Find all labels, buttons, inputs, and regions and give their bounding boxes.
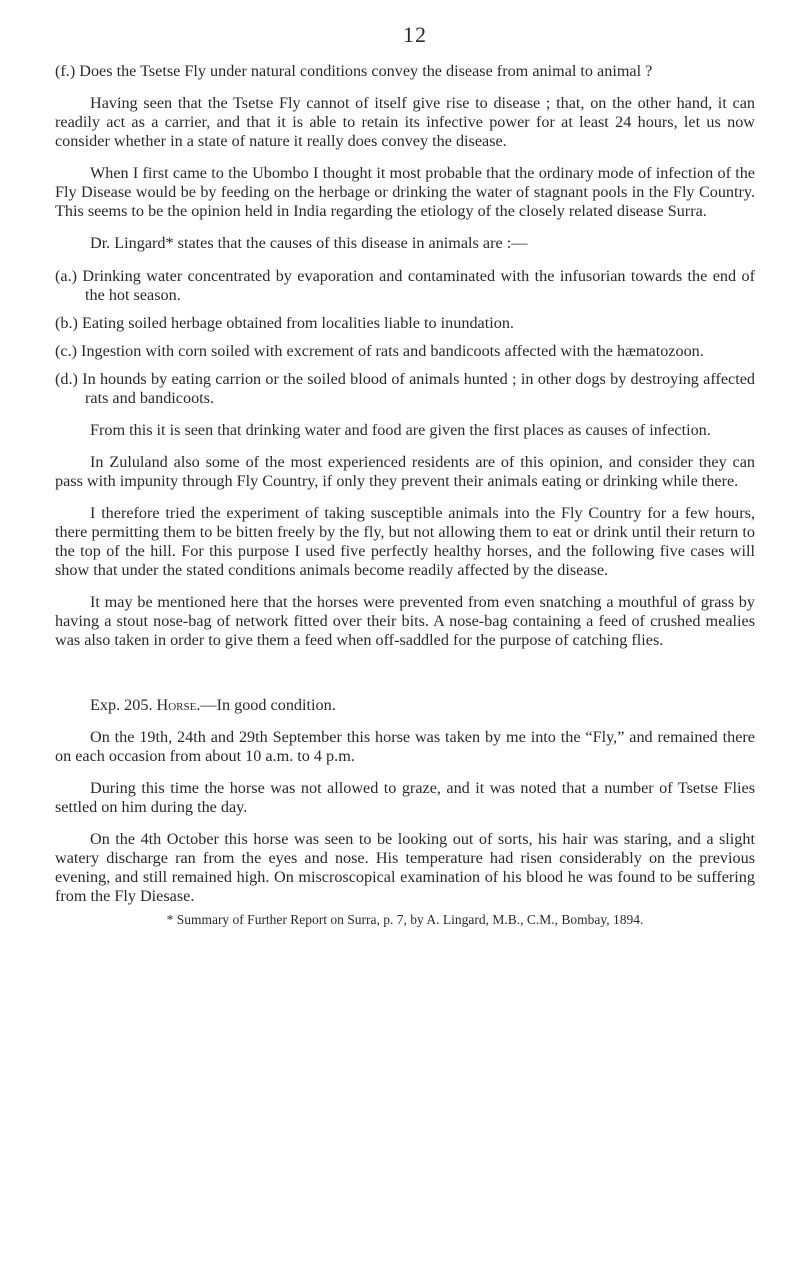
footnote: * Summary of Further Report on Surra, p. 7, by A. Lingard, M.B., C.M., Bombay, 1894. [166,912,644,927]
paragraph: When I first came to the Ubombo I thought it most probable that the ordinary mode of infection of the Fly Disease would be by feeding on the herbage or drinking the water of stagnant pools in the Fly Country. This seems to be the opinion held in India regarding the etiology of the closely related disease Surra. [55,164,755,220]
paragraph: On the 4th October this horse was seen to be looking out of sorts, his hair was staring, and a slight watery discharge ran from the eyes and nose. His temperature had risen considerably on the previous evening, and still remained high. On miscroscopical examination of his blood he was found to be suffering from the Fly Diesase. [55,830,755,905]
list-item: (d.) In hounds by eating carrion or the soiled blood of animals hunted ; in other dogs by destroying affected rats and bandicoots. [55,370,755,407]
causes-list [55,267,755,408]
paragraph: In Zululand also some of the most experienced residents are of this opinion, and consider they can pass with impunity through Fly Country, if only they prevent their animals eating or drinking while there. [55,453,755,490]
page-number: 12 [403,22,427,47]
paragraph: I therefore tried the experiment of taking susceptible animals into the Fly Country for a few hours, there permitting them to be bitten freely by the fly, but not allowing them to eat or drink until their return to the top of the hill. For this purpose I used five perfectly healthy horses, and the following five cases will show that under the stated conditions animals become readily affected by the disease. [55,504,755,579]
experiment-subject: Horse [156,696,197,714]
paragraph: On the 19th, 24th and 29th September this horse was taken by me into the “Fly,” and remained there on each occasion from about 10 a.m. to 4 p.m. [55,728,755,765]
document-page [55,22,755,928]
paragraph: It may be mentioned here that the horses were prevented from even snatching a mouthful of grass by having a stout nose-bag of network fitted over their bits. A nose-bag containing a feed of crushed mealies was also taken in order to give them a feed when off-saddled for the purpose of catching flies. [55,593,755,649]
experiment-heading [55,696,755,715]
section-question: (f.) Does the Tsetse Fly under natural conditions convey the disease from animal to animal ? [55,62,653,80]
experiment-condition: .—In good condition. [196,696,336,714]
experiment-number: Exp. 205. [90,696,153,714]
paragraph: From this it is seen that drinking water and food are given the first places as causes of infection. [90,421,711,439]
paragraph: During this time the horse was not allowed to graze, and it was noted that a number of Tsetse Flies settled on him during the day. [55,779,755,816]
paragraph: Dr. Lingard* states that the causes of this disease in animals are :— [90,234,528,252]
list-item: (c.) Ingestion with corn soiled with excrement of rats and bandicoots affected with the hæmatozoon. [55,342,704,360]
list-item: (a.) Drinking water concentrated by evaporation and contaminated with the infusorian towards the end of the hot season. [55,267,755,304]
list-item: (b.) Eating soiled herbage obtained from localities liable to inundation. [55,314,514,332]
paragraph: Having seen that the Tsetse Fly cannot of itself give rise to disease ; that, on the other hand, it can readily act as a carrier, and that it is able to retain its infective power for at least 24 hours, let us now consider whether in a state of nature it really does convey the disease. [55,94,755,150]
